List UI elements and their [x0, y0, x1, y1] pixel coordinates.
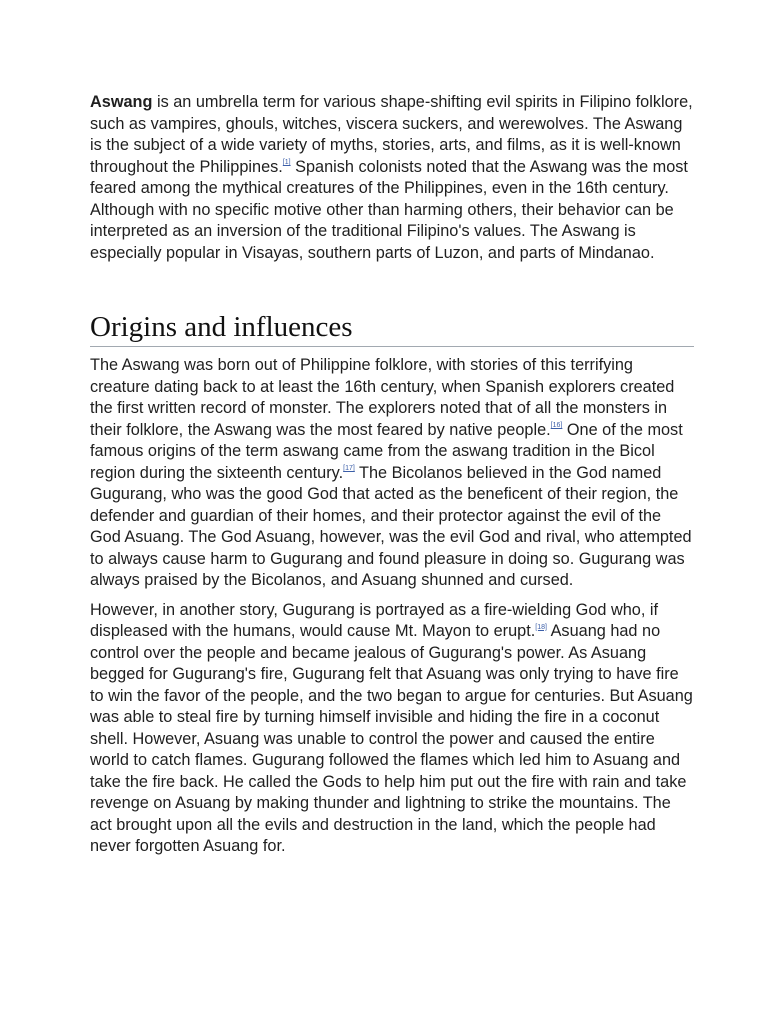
citation-link-16[interactable]: [16] — [550, 422, 563, 430]
p2-text-1: However, in another story, Gugurang is portrayed as a fire-wielding God who, if displeased with the humans, would cause Mt. Mayon to erupt. — [90, 600, 659, 640]
intro-paragraph — [90, 92, 694, 264]
section-heading: Origins and influences — [90, 310, 694, 347]
document-page — [90, 92, 694, 858]
intro-text-2: Spanish colonists noted that the Aswang was the most feared among the mythical creatures of the Philippines, even in the 16th century. Although with no specific motive other than harming others, their behavior can be interpreted as an inversion of the traditional Filipino's values. The Aswang is especially popular in Visayas, southern parts of Luzon, and parts of Mindanao. — [90, 157, 688, 262]
intro-text-1: is an umbrella term for various shape-shifting evil spirits in Filipino folklore, such as vampires, ghouls, witches, viscera suckers, and werewolves. The Aswang is the subject of a wide variety of myths, stories, arts, and films, as it is well-known throughout the Philippines. — [90, 93, 693, 176]
term-aswang: Aswang — [90, 93, 153, 111]
p1-text-3: The Bicolanos believed in the God named Gugurang, who was the good God that acted as the beneficent of their region, the defender and guardian of their homes, and their protector against the evil of the God Asuang. The God Asuang, however, was the evil God and rival, who attempted to always cause harm to Gugurang and found pleasure in doing so. Gugurang was always praised by the Bicolanos, and Asuang shunned and cursed. — [90, 463, 692, 589]
origins-paragraph-2 — [90, 600, 694, 858]
citation-link-18[interactable]: [18] — [535, 623, 547, 631]
p1-text-2: One of the most famous origins of the term aswang came from the aswang tradition in the Bicol region during the sixteenth century. — [90, 420, 683, 482]
citation-link-17[interactable]: [17] — [343, 465, 355, 473]
p2-text-2: Asuang had no control over the people and became jealous of Gugurang's power. As Asuang begged for Gugurang's fire, Gugurang felt that Asuang was only trying to have fire to win the favor of the people, and the two began to argue for centuries. But Asuang was able to steal fire by turning himself invisible and hiding the fire in a coconut shell. However, Asuang was unable to control the power and caused the entire world to catch flames. Gugurang followed the flames which led him to Asuang and take the fire back. He called the Gods to help him put out the fire with rain and take revenge on Asuang by making thunder and lightning to strike the mountains. The act brought upon all the evils and destruction in the land, which the people had never forgotten Asuang for. — [90, 622, 693, 855]
p1-text-1: The Aswang was born out of Philippine folklore, with stories of this terrifying creature dating back to at least the 16th century, when Spanish explorers created the first written record of monster. The explorers noted that of all the monsters in their folklore, the Aswang was the most feared by native people. — [90, 356, 675, 439]
citation-link-1[interactable]: [1] — [282, 159, 291, 167]
origins-paragraph-1 — [90, 355, 694, 592]
